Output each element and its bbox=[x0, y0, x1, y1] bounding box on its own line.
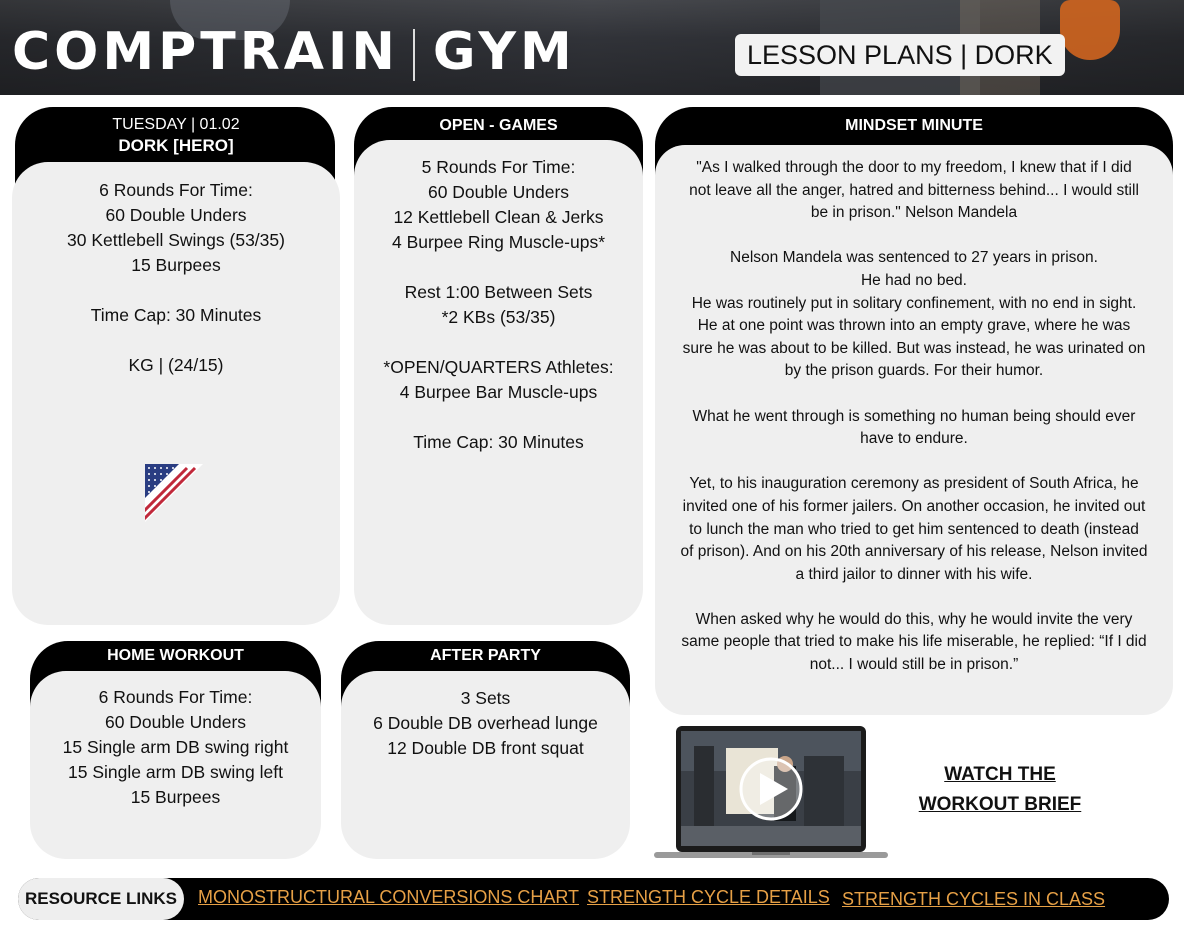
mindset-line: Yet, to his inauguration ceremony as president of South Africa, he bbox=[689, 475, 1139, 493]
workout-description bbox=[12, 178, 340, 378]
home-workout-description bbox=[30, 685, 321, 810]
workout-date: TUESDAY | 01.02 bbox=[112, 116, 240, 133]
workout-card bbox=[12, 107, 340, 625]
mindset-line: He at one point was thrown into an empty grave, where he was bbox=[697, 317, 1131, 335]
logo-divider bbox=[413, 29, 415, 81]
us-flag-icon bbox=[145, 464, 203, 522]
after-party-card bbox=[341, 641, 630, 859]
mindset-line: Nelson Mandela was sentenced to 27 years in prison. bbox=[730, 249, 1098, 267]
workout-line: 5 Rounds For Time: bbox=[421, 157, 576, 177]
workout-line: 15 Single arm DB swing left bbox=[68, 762, 283, 782]
logo-left: COMPTRAIN bbox=[12, 22, 399, 82]
spacer bbox=[12, 328, 340, 353]
workout-line: *OPEN/QUARTERS Athletes: bbox=[383, 357, 614, 377]
mindset-line: He had no bed. bbox=[860, 271, 967, 289]
mindset-line: not... I would still be in prison.” bbox=[809, 656, 1019, 674]
lesson-plans-tag: LESSON PLANS | DORK bbox=[735, 34, 1065, 76]
mindset-line: He was routinely put in solitary confinement, with no end in sight. bbox=[691, 294, 1137, 312]
spacer bbox=[665, 451, 1163, 474]
workout-line: 30 Kettlebell Swings (53/35) bbox=[67, 230, 285, 250]
mindset-line: of prison). And on his 20th anniversary of his release, Nelson invited bbox=[680, 543, 1148, 561]
workout-line: 6 Rounds For Time: bbox=[99, 180, 253, 200]
spacer bbox=[665, 383, 1163, 406]
spacer bbox=[665, 225, 1163, 248]
workout-line: 15 Burpees bbox=[130, 787, 221, 807]
mindset-line: "As I walked through the door to my freedom, I knew that if I did bbox=[696, 159, 1132, 176]
card-title: OPEN - GAMES bbox=[439, 117, 558, 134]
mindset-line: by the prison guards. For their humor. bbox=[784, 362, 1044, 380]
workout-line: 6 Rounds For Time: bbox=[98, 687, 253, 707]
logo-right: GYM bbox=[432, 22, 576, 82]
mindset-line: not leave all the anger, hatred and bitterness behind... I would still bbox=[689, 181, 1139, 199]
mindset-line: What he went through is something no human being should ever bbox=[692, 407, 1136, 425]
card-title: MINDSET MINUTE bbox=[845, 117, 983, 134]
spacer bbox=[354, 405, 643, 430]
workout-brief-video-thumbnail[interactable] bbox=[654, 726, 888, 860]
workout-line: KG | (24/15) bbox=[128, 355, 224, 375]
home-workout-card bbox=[30, 641, 321, 859]
gym-logo bbox=[12, 22, 576, 82]
watch-link-line: WORKOUT BRIEF bbox=[918, 794, 1082, 815]
banner-photo-shape bbox=[1060, 0, 1120, 60]
spacer bbox=[354, 330, 643, 355]
workout-line: *2 KBs (53/35) bbox=[441, 307, 556, 327]
monostructural-conversions-link[interactable]: MONOSTRUCTURAL CONVERSIONS CHART bbox=[198, 887, 580, 907]
open-games-description bbox=[354, 155, 643, 455]
watch-link-line: WATCH THE bbox=[944, 764, 1056, 785]
mindset-line: sure he was about to be killed. But was instead, he was urinated on bbox=[682, 339, 1146, 357]
spacer bbox=[354, 255, 643, 280]
mindset-line: have to endure. bbox=[860, 430, 968, 448]
workout-line: 12 Kettlebell Clean & Jerks bbox=[393, 207, 604, 227]
header-banner bbox=[0, 0, 1184, 95]
workout-line: 60 Double Unders bbox=[104, 712, 247, 732]
workout-line: 15 Burpees bbox=[131, 255, 221, 275]
watch-workout-brief-link[interactable] bbox=[900, 760, 1100, 820]
play-icon bbox=[741, 759, 801, 819]
card-title: AFTER PARTY bbox=[430, 647, 541, 664]
mindset-line: a third jailor to dinner with his wife. bbox=[795, 565, 1033, 583]
workout-line: Time Cap: 30 Minutes bbox=[413, 432, 584, 452]
workout-line: 60 Double Unders bbox=[427, 182, 570, 202]
workout-line: 6 Double DB overhead lunge bbox=[373, 713, 598, 733]
workout-line: 15 Single arm DB swing right bbox=[62, 737, 289, 757]
mindset-line: When asked why he would do this, why he would invite the very bbox=[695, 610, 1133, 628]
mindset-card bbox=[655, 107, 1173, 715]
workout-title: DORK [HERO] bbox=[118, 136, 234, 155]
strength-cycle-details-link[interactable]: STRENGTH CYCLE DETAILS bbox=[587, 887, 830, 907]
mindset-line: invited one of his former jailers. On another occasion, he invited out bbox=[682, 497, 1146, 515]
resource-links-label: RESOURCE LINKS bbox=[18, 878, 184, 920]
spacer bbox=[665, 586, 1163, 609]
mindset-line: to lunch the man who tried to get him sentenced to death (instead bbox=[689, 520, 1139, 538]
after-party-description bbox=[341, 686, 630, 761]
mindset-text bbox=[655, 157, 1173, 677]
workout-line: 3 Sets bbox=[460, 688, 511, 708]
open-games-card bbox=[354, 107, 643, 625]
strength-cycles-in-class-link[interactable]: STRENGTH CYCLES IN CLASS bbox=[842, 889, 1106, 909]
workout-line: Time Cap: 30 Minutes bbox=[90, 305, 262, 325]
workout-line: 12 Double DB front squat bbox=[387, 738, 584, 758]
spacer bbox=[12, 278, 340, 303]
card-title: HOME WORKOUT bbox=[107, 647, 244, 664]
workout-line: 4 Burpee Ring Muscle-ups* bbox=[391, 232, 606, 252]
mindset-line: be in prison." Nelson Mandela bbox=[810, 204, 1018, 222]
workout-line: 4 Burpee Bar Muscle-ups bbox=[399, 382, 598, 402]
workout-line: Rest 1:00 Between Sets bbox=[404, 282, 593, 302]
mindset-line: same people that tried to make his life miserable, he replied: “If I did bbox=[681, 633, 1147, 651]
workout-line: 60 Double Unders bbox=[105, 205, 247, 225]
